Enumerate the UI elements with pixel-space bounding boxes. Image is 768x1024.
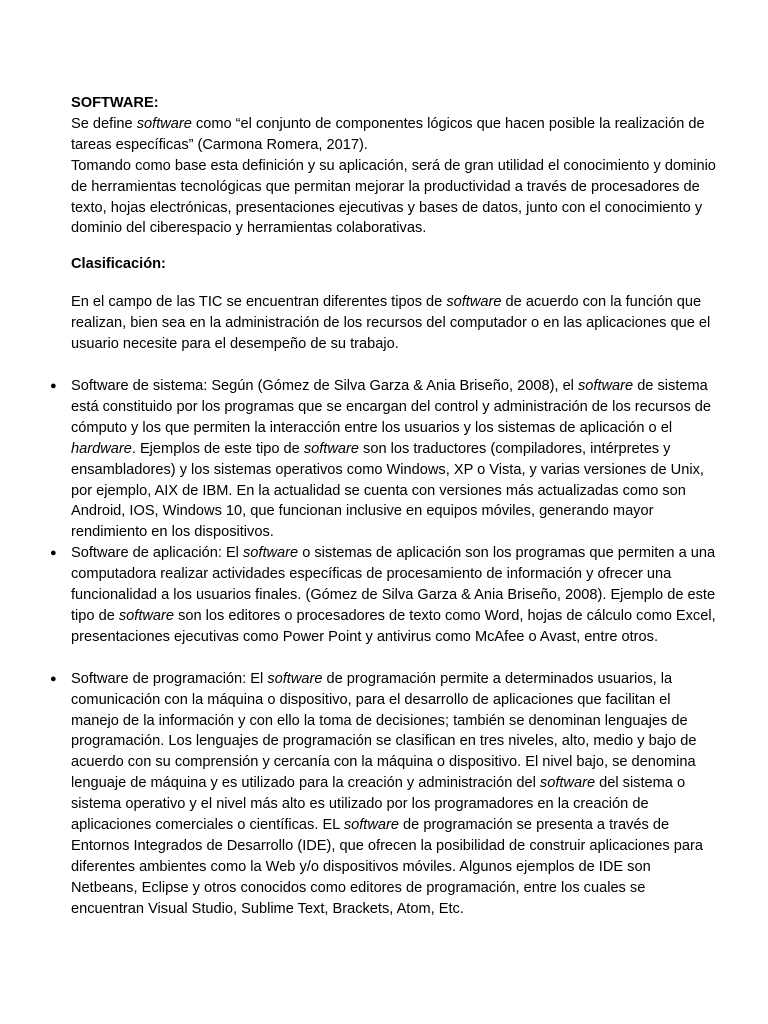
text-run: En el campo de las TIC se encuentran diferentes tipos de xyxy=(71,294,447,311)
italic-term: software xyxy=(242,545,299,562)
italic-term: software xyxy=(303,440,359,457)
document-body xyxy=(50,93,717,920)
italic-term: software xyxy=(136,115,192,132)
text-run: del sistema o sistema operativo y el nivel más alto es utilizado por los programadores en la creación de aplicaciones comerciales o científicas. EL xyxy=(71,775,686,834)
italic-term: software xyxy=(577,377,634,394)
classification-heading: Clasificación: xyxy=(71,256,166,273)
text-run: o sistemas de aplicación son los programas que permiten a una computadora realizar actividades específicas de procesamiento de información y ofrecer una funcionalidad a los usuarios finales. (Gómez de Silva Garza & Ania Briseño, 2008). Ejemplo de este tipo de xyxy=(71,545,716,624)
bullet-icon: ● xyxy=(50,547,57,560)
italic-term: hardware xyxy=(71,440,132,457)
text-run: de programación se presenta a través de Entornos Integrados de Desarrollo (IDE), que ofrecen la posibilidad de construir aplicaciones para diferentes ambientes como la Web y/o dispositivos móviles. Algunos ejemplos de IDE son Netbeans, Eclipse y otros conocidos como editores de programación, entre los cuales se encuentran Visual Studio, Sublime Text, Brackets, Atom, Etc. xyxy=(71,817,703,917)
section-title: SOFTWARE: xyxy=(71,95,159,111)
text-run: de sistema está constituido por los programas que se encargan del control y administración de los recursos de cómputo y los que permiten la interacción entre los usuarios y los sistemas de aplicación o el xyxy=(71,377,712,436)
definition-paragraph xyxy=(71,114,717,156)
text-run: de acuerdo con la función que realizan, bien sea en la administración de los recursos del computador o en las aplicaciones que el usuario necesite para el desempeño de su trabajo. xyxy=(71,294,711,353)
italic-term: software xyxy=(118,607,175,624)
list-item-application-software xyxy=(50,543,717,648)
text-run: son los editores o procesadores de texto como Word, hojas de cálculo como Excel, presentaciones ejecutivas como Power Point y antivirus como McAfee o Avast, entre otros. xyxy=(71,607,716,645)
text-run: . Ejemplos de este tipo de xyxy=(131,440,304,457)
classification-paragraph xyxy=(71,292,717,355)
list-item-programming-software xyxy=(50,669,717,920)
text-run: de programación permite a determinados usuarios, la comunicación con la máquina o dispositivo, para el desarrollo de aplicaciones que facilitan el manejo de la información y con ello la toma de decisiones; también se denominan lenguajes de programación. Los lenguajes de programación se clasifican en tres niveles, alto, medio y bajo de acuerdo con su comprensión y cercanía con la máquina o dispositivo. El nivel bajo, se denomina lenguaje de máquina y es utilizado para la creación y administración del xyxy=(71,670,697,792)
software-types-list xyxy=(50,376,717,920)
bullet-icon: ● xyxy=(50,672,57,685)
text-run: Software de sistema: Según (Gómez de Silva Garza & Ania Briseño, 2008), el xyxy=(71,377,578,394)
text-run: Software de aplicación: El xyxy=(71,545,243,562)
text-run: como “el conjunto de componentes lógicos que hacen posible la realización de tareas específicas” (Carmona Romera, 2017). xyxy=(71,115,705,153)
text-run: son los traductores (compiladores, intérpretes y ensambladores) y los sistemas operativos como Windows, XP o Vista, y varias versiones de Unix, por ejemplo, AIX de IBM. En la actualidad se cuenta con versiones más actualizadas como son Android, IOS, Windows 10, que funcionan inclusive en equipos móviles, generando mayor rendimiento en los dispositivos. xyxy=(71,440,704,541)
text-run: Software de programación: El xyxy=(71,670,268,687)
italic-term: software xyxy=(446,294,502,311)
context-paragraph: Tomando como base esta definición y su aplicación, será de gran utilidad el conocimiento y dominio de herramientas tecnológicas que permitan mejorar la productividad a través de procesadores de texto, hojas electrónicas, presentaciones ejecutivas y bases de datos, junto con el conocimiento y dominio del ciberespacio y herramientas colaborativas. xyxy=(71,157,716,237)
list-spacer xyxy=(71,648,717,669)
italic-term: software xyxy=(539,775,596,792)
italic-term: software xyxy=(267,670,323,687)
bullet-icon: ● xyxy=(50,379,57,392)
italic-term: software xyxy=(343,817,399,834)
list-item-system-software xyxy=(50,376,717,543)
text-run: Se define xyxy=(71,115,137,132)
